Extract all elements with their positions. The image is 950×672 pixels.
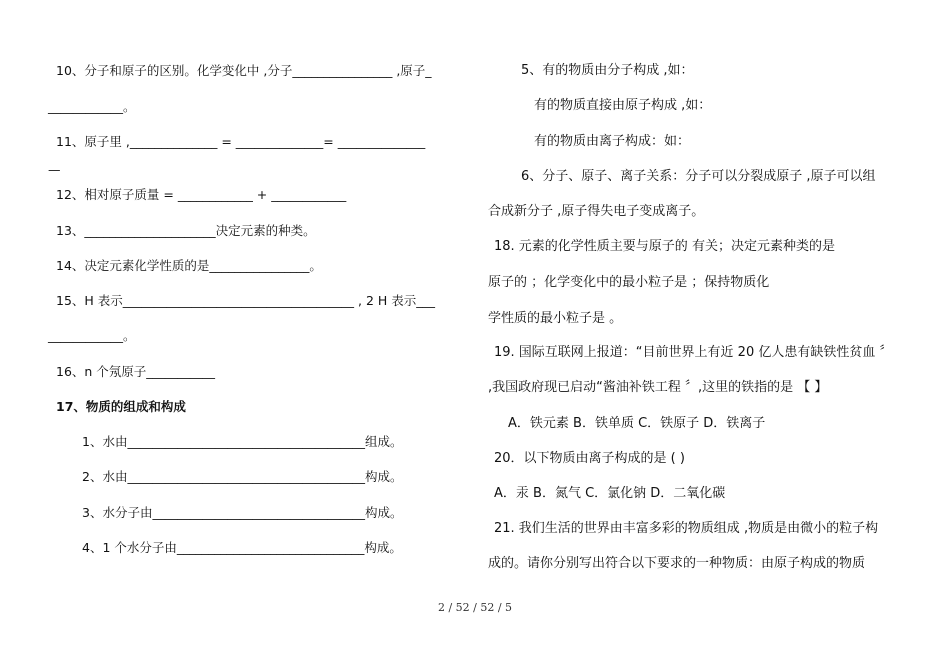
text-line: ____________。	[48, 328, 136, 343]
page-number: 2 / 52 / 52 / 5	[437, 601, 513, 614]
text-line: 成的。请你分别写出符合以下要求的一种物质：由原子构成的物质	[488, 556, 866, 571]
text-line: 20．以下物质由离子构成的是 ( )	[494, 451, 685, 466]
text-line: 有的物质由离子构成：如：	[534, 134, 691, 149]
text-line: 12、相对原子质量 = ____________ + ____________	[56, 187, 347, 202]
text-line: 14、决定元素化学性质的是________________。	[56, 258, 322, 273]
text-line: 4、1 个水分子由______________________________构成。	[82, 540, 402, 555]
text-line: ____________。	[48, 99, 136, 114]
text-line: 1、水由______________________________________组成。	[82, 434, 403, 449]
text-line: ,我国政府现已启动“酱油补铁工程 〞,这里的铁指的是 【 】	[488, 380, 828, 395]
text-line: 11、原子里 ,______________ = ______________= ______________	[56, 134, 426, 149]
text-line: —	[48, 162, 61, 177]
text-line: 2、水由______________________________________构成。	[82, 469, 403, 484]
text-line: 原子的 ；化学变化中的最小粒子是 ；保持物质化	[488, 275, 770, 290]
text-line: 19. 国际互联网上报道：“目前世界上有近 20 亿人患有缺铁性贫血 〞	[494, 345, 893, 360]
section-heading: 17、物质的组成和构成	[56, 399, 186, 414]
text-line: 合成新分子 ,原子得失电子变成离子。	[488, 204, 705, 219]
text-line: 21. 我们生活的世界由丰富多彩的物质组成 ,物质是由微小的粒子构	[494, 521, 879, 536]
answer-options: A．铁元素 B．铁单质 C．铁原子 D．铁离子	[508, 416, 766, 431]
text-line: 5、有的物质由分子构成 ,如：	[521, 63, 694, 78]
text-line: 10、分子和原子的区别。化学变化中 ,分子________________ ,原子_	[56, 63, 432, 78]
answer-options: A．汞 B．氮气 C．氯化钠 D．二氧化碳	[494, 486, 726, 501]
text-line: 18. 元素的化学性质主要与原子的 有关；决定元素种类的是	[494, 239, 835, 254]
text-line: 6、分子、原子、离子关系：分子可以分裂成原子 ,原子可以组	[521, 169, 876, 184]
text-line: 15、H 表示_____________________________________ , 2 H 表示___	[56, 293, 435, 308]
text-line: 学性质的最小粒子是 。	[488, 311, 623, 326]
text-line: 有的物质直接由原子构成 ,如：	[534, 98, 712, 113]
text-line: 3、水分子由__________________________________构成。	[82, 505, 403, 520]
text-line: 16、n 个氖原子___________	[56, 364, 216, 379]
text-line: 13、_____________________决定元素的种类。	[56, 223, 316, 238]
